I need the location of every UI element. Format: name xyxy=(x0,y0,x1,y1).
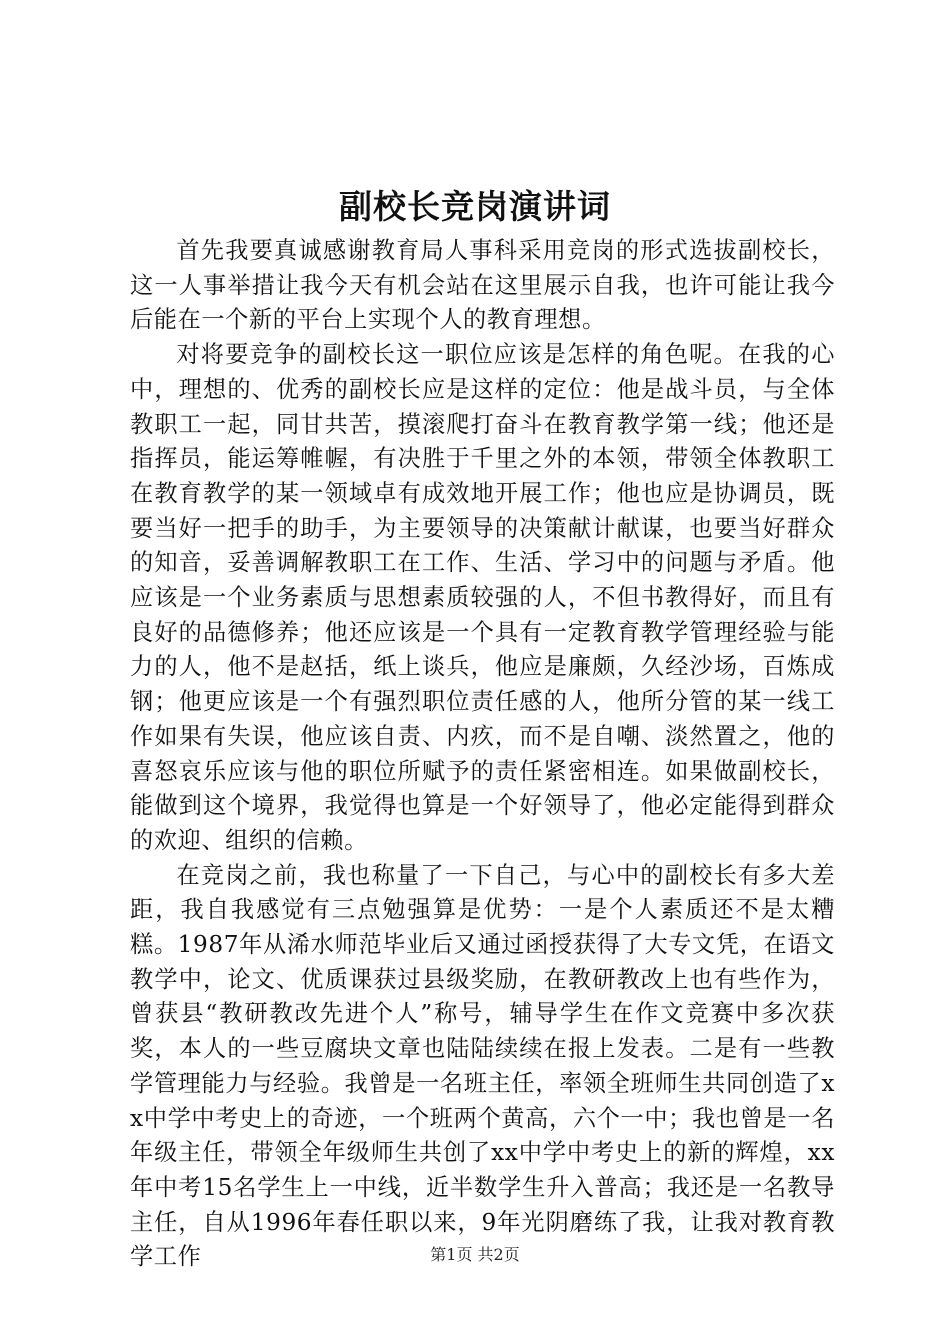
page-footer: 第1页 共2页 xyxy=(430,1245,520,1264)
document-title: 副校长竞岗演讲词 xyxy=(339,187,611,226)
paragraph-3: 在竞岗之前，我也称量了一下自己，与心中的副校长有多大差距，我自我感觉有三点勉强算是优势：一是个人素质还不是太糟糕。1987年从浠水师范毕业后又通过函授获得了大专文凭，在语文教学中，论文、优质课获过县级奖励，在教研教改上也有些作为，曾获县“教研教改先进个人”称号，辅导学生在作文竞赛中多次获奖，本人的一些豆腐块文章也陆陆续续在报上发表。二是有一些教学管理能力与经验。我曾是一名班主任，率领全班师生共同创造了xx中学中考史上的奇迹，一个班两个黄高，六个一中；我也曾是一名年级主任，带领全年级师生共创了xx中学中考史上的新的辉煌，xx年中考15名学生上一中线，近半数学生升入普高；我还是一名教导主任，自从1996年春任职以来，9年光阴磨练了我，让我对教育教学工作 xyxy=(130,861,835,1271)
document-body xyxy=(130,234,835,1275)
paragraph-2: 对将要竞争的副校长这一职位应该是怎样的角色呢。在我的心中，理想的、优秀的副校长应是这样的定位：他是战斗员，与全体教职工一起，同甘共苦，摸滚爬打奋斗在教育教学第一线；他还是指挥员，能运筹帷幄，有决胜于千里之外的本领，带领全体教职工在教育教学的某一领域卓有成效地开展工作；他也应是协调员，既要当好一把手的助手，为主要领导的决策献计献谋，也要当好群众的知音，妥善调解教职工在工作、生活、学习中的问题与矛盾。他应该是一个业务素质与思想素质较强的人，不但书教得好，而且有良好的品德修养；他还应该是一个具有一定教育教学管理经验与能力的人，他不是赵括，纸上谈兵，他应是廉颇，久经沙场，百炼成钢；他更应该是一个有强烈职位责任感的人，他所分管的某一线工作如果有失误，他应该自责、内疚，而不是自嘲、淡然置之，他的喜怒哀乐应该与他的职位所赋予的责任紧密相连。如果做副校长，能做到这个境界，我觉得也算是一个好领导了，他必定能得到群众的欢迎、组织的信赖。 xyxy=(130,341,835,854)
paragraph-1: 首先我要真诚感谢教育局人事科采用竞岗的形式选拔副校长，这一人事举措让我今天有机会站在这里展示自我，也许可能让我今后能在一个新的平台上实现个人的教育理想。 xyxy=(130,237,835,334)
